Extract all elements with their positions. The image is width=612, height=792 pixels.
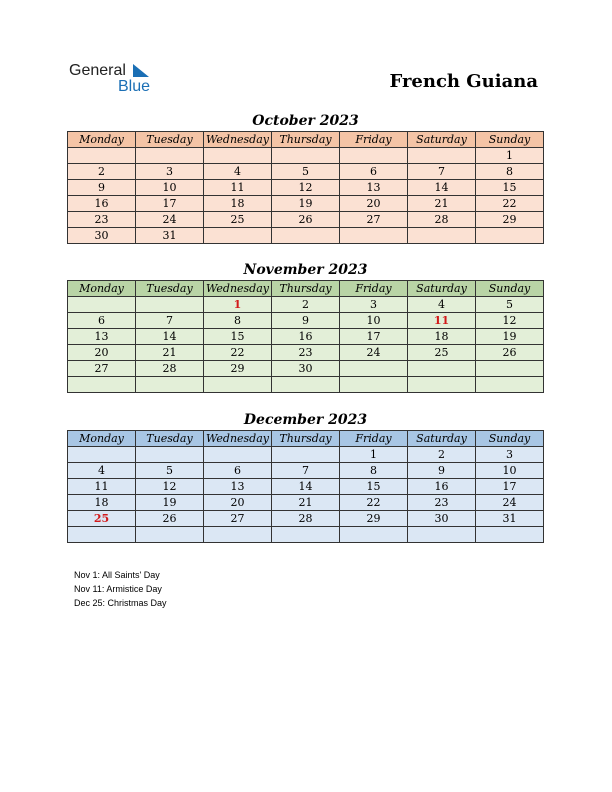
day-cell: 19 xyxy=(476,329,544,345)
day-cell: 16 xyxy=(408,479,476,495)
calendar-body xyxy=(68,148,544,244)
day-cell xyxy=(136,527,204,543)
calendar-body xyxy=(68,297,544,393)
day-cell: 20 xyxy=(340,196,408,212)
day-cell: 12 xyxy=(272,180,340,196)
day-cell: 26 xyxy=(476,345,544,361)
day-cell: 18 xyxy=(204,196,272,212)
country-title: French Guiana xyxy=(389,71,538,92)
holiday-note: Nov 11: Armistice Day xyxy=(74,584,162,594)
weekday-header-row xyxy=(68,281,544,297)
day-cell xyxy=(340,527,408,543)
day-cell xyxy=(272,447,340,463)
day-cell: 2 xyxy=(272,297,340,313)
week-row xyxy=(68,196,544,212)
day-cell xyxy=(68,447,136,463)
weekday-header: Friday xyxy=(340,431,408,447)
day-cell xyxy=(136,447,204,463)
day-cell xyxy=(136,297,204,313)
weekday-header: Wednesday xyxy=(204,281,272,297)
day-cell: 4 xyxy=(68,463,136,479)
day-cell: 20 xyxy=(204,495,272,511)
day-cell xyxy=(408,527,476,543)
day-cell: 19 xyxy=(272,196,340,212)
day-cell: 23 xyxy=(68,212,136,228)
weekday-header: Thursday xyxy=(272,431,340,447)
day-cell: 6 xyxy=(204,463,272,479)
day-cell: 13 xyxy=(340,180,408,196)
holiday-notes xyxy=(74,568,167,610)
day-cell: 6 xyxy=(340,164,408,180)
day-cell: 18 xyxy=(68,495,136,511)
day-cell: 5 xyxy=(272,164,340,180)
day-cell: 8 xyxy=(476,164,544,180)
day-cell: 10 xyxy=(136,180,204,196)
day-cell: 1 xyxy=(340,447,408,463)
day-cell xyxy=(204,527,272,543)
weekday-header: Sunday xyxy=(476,431,544,447)
day-cell: 27 xyxy=(204,511,272,527)
day-cell: 29 xyxy=(340,511,408,527)
week-row xyxy=(68,361,544,377)
day-cell: 10 xyxy=(340,313,408,329)
week-row xyxy=(68,180,544,196)
day-cell: 31 xyxy=(136,228,204,244)
day-cell xyxy=(204,148,272,164)
weekday-header: Tuesday xyxy=(136,132,204,148)
day-cell: 11 xyxy=(408,313,476,329)
weekday-header: Thursday xyxy=(272,132,340,148)
day-cell: 7 xyxy=(408,164,476,180)
day-cell xyxy=(68,148,136,164)
weekday-header-row xyxy=(68,132,544,148)
calendar-table xyxy=(67,430,544,543)
day-cell xyxy=(204,377,272,393)
month-december xyxy=(67,410,544,543)
holiday-note: Dec 25: Christmas Day xyxy=(74,598,167,608)
day-cell: 15 xyxy=(476,180,544,196)
day-cell: 21 xyxy=(408,196,476,212)
weekday-header: Tuesday xyxy=(136,281,204,297)
day-cell: 9 xyxy=(68,180,136,196)
day-cell: 29 xyxy=(204,361,272,377)
day-cell xyxy=(408,148,476,164)
week-row xyxy=(68,463,544,479)
day-cell: 28 xyxy=(272,511,340,527)
week-row xyxy=(68,313,544,329)
day-cell: 2 xyxy=(408,447,476,463)
day-cell: 11 xyxy=(68,479,136,495)
day-cell: 9 xyxy=(408,463,476,479)
day-cell xyxy=(476,527,544,543)
weekday-header: Tuesday xyxy=(136,431,204,447)
weekday-header: Sunday xyxy=(476,281,544,297)
week-row xyxy=(68,479,544,495)
week-row xyxy=(68,527,544,543)
day-cell xyxy=(340,377,408,393)
day-cell: 19 xyxy=(136,495,204,511)
day-cell xyxy=(136,377,204,393)
day-cell: 21 xyxy=(136,345,204,361)
day-cell: 3 xyxy=(340,297,408,313)
day-cell: 15 xyxy=(340,479,408,495)
day-cell: 21 xyxy=(272,495,340,511)
day-cell: 24 xyxy=(340,345,408,361)
day-cell: 9 xyxy=(272,313,340,329)
day-cell xyxy=(68,377,136,393)
day-cell: 23 xyxy=(408,495,476,511)
day-cell: 3 xyxy=(136,164,204,180)
week-row xyxy=(68,228,544,244)
day-cell: 4 xyxy=(408,297,476,313)
day-cell: 14 xyxy=(408,180,476,196)
day-cell xyxy=(476,228,544,244)
day-cell: 11 xyxy=(204,180,272,196)
day-cell: 7 xyxy=(272,463,340,479)
calendar-table xyxy=(67,131,544,244)
day-cell: 26 xyxy=(136,511,204,527)
day-cell: 8 xyxy=(204,313,272,329)
weekday-header: Saturday xyxy=(408,431,476,447)
day-cell: 30 xyxy=(68,228,136,244)
month-title: November 2023 xyxy=(243,262,368,278)
day-cell: 12 xyxy=(476,313,544,329)
day-cell: 29 xyxy=(476,212,544,228)
day-cell: 22 xyxy=(476,196,544,212)
day-cell: 14 xyxy=(272,479,340,495)
day-cell: 31 xyxy=(476,511,544,527)
day-cell: 3 xyxy=(476,447,544,463)
day-cell: 16 xyxy=(272,329,340,345)
day-cell: 25 xyxy=(408,345,476,361)
day-cell: 8 xyxy=(340,463,408,479)
day-cell: 5 xyxy=(476,297,544,313)
weekday-header: Thursday xyxy=(272,281,340,297)
week-row xyxy=(68,511,544,527)
day-cell: 7 xyxy=(136,313,204,329)
day-cell: 26 xyxy=(272,212,340,228)
day-cell: 27 xyxy=(340,212,408,228)
day-cell: 20 xyxy=(68,345,136,361)
day-cell xyxy=(272,527,340,543)
day-cell: 13 xyxy=(68,329,136,345)
day-cell: 10 xyxy=(476,463,544,479)
day-cell: 13 xyxy=(204,479,272,495)
day-cell: 25 xyxy=(68,511,136,527)
weekday-header: Monday xyxy=(68,132,136,148)
weekday-header: Sunday xyxy=(476,132,544,148)
day-cell: 1 xyxy=(204,297,272,313)
day-cell: 4 xyxy=(204,164,272,180)
week-row xyxy=(68,345,544,361)
logo-word-general: General xyxy=(69,62,126,79)
day-cell xyxy=(408,377,476,393)
week-row xyxy=(68,212,544,228)
day-cell: 22 xyxy=(204,345,272,361)
day-cell: 18 xyxy=(408,329,476,345)
month-october xyxy=(67,111,544,244)
weekday-header: Wednesday xyxy=(204,132,272,148)
day-cell: 5 xyxy=(136,463,204,479)
day-cell: 24 xyxy=(136,212,204,228)
week-row xyxy=(68,329,544,345)
week-row xyxy=(68,377,544,393)
logo xyxy=(69,60,179,96)
day-cell: 23 xyxy=(272,345,340,361)
weekday-header: Wednesday xyxy=(204,431,272,447)
day-cell xyxy=(476,361,544,377)
day-cell: 16 xyxy=(68,196,136,212)
day-cell: 17 xyxy=(476,479,544,495)
week-row xyxy=(68,447,544,463)
weekday-header-row xyxy=(68,431,544,447)
week-row xyxy=(68,148,544,164)
weekday-header: Monday xyxy=(68,431,136,447)
day-cell xyxy=(340,228,408,244)
calendar-body xyxy=(68,447,544,543)
weekday-header: Saturday xyxy=(408,132,476,148)
day-cell: 6 xyxy=(68,313,136,329)
day-cell xyxy=(204,228,272,244)
holiday-note: Nov 1: All Saints' Day xyxy=(74,570,160,580)
day-cell xyxy=(340,361,408,377)
day-cell: 24 xyxy=(476,495,544,511)
week-row xyxy=(68,164,544,180)
logo-word-blue: Blue xyxy=(118,78,151,95)
day-cell xyxy=(68,527,136,543)
calendar-table xyxy=(67,280,544,393)
day-cell xyxy=(476,377,544,393)
day-cell: 28 xyxy=(136,361,204,377)
day-cell: 27 xyxy=(68,361,136,377)
day-cell xyxy=(272,377,340,393)
day-cell xyxy=(272,148,340,164)
day-cell xyxy=(136,148,204,164)
day-cell: 25 xyxy=(204,212,272,228)
day-cell xyxy=(340,148,408,164)
day-cell: 15 xyxy=(204,329,272,345)
day-cell xyxy=(272,228,340,244)
day-cell xyxy=(68,297,136,313)
weekday-header: Monday xyxy=(68,281,136,297)
month-title: October 2023 xyxy=(252,113,359,129)
day-cell xyxy=(408,228,476,244)
day-cell: 17 xyxy=(136,196,204,212)
day-cell: 22 xyxy=(340,495,408,511)
day-cell: 12 xyxy=(136,479,204,495)
day-cell: 28 xyxy=(408,212,476,228)
day-cell xyxy=(204,447,272,463)
week-row xyxy=(68,297,544,313)
weekday-header: Friday xyxy=(340,281,408,297)
day-cell: 14 xyxy=(136,329,204,345)
month-november xyxy=(67,260,544,393)
day-cell: 2 xyxy=(68,164,136,180)
weekday-header: Friday xyxy=(340,132,408,148)
day-cell: 30 xyxy=(272,361,340,377)
day-cell: 30 xyxy=(408,511,476,527)
day-cell: 17 xyxy=(340,329,408,345)
day-cell xyxy=(408,361,476,377)
weekday-header: Saturday xyxy=(408,281,476,297)
day-cell: 1 xyxy=(476,148,544,164)
month-title: December 2023 xyxy=(243,412,368,428)
week-row xyxy=(68,495,544,511)
